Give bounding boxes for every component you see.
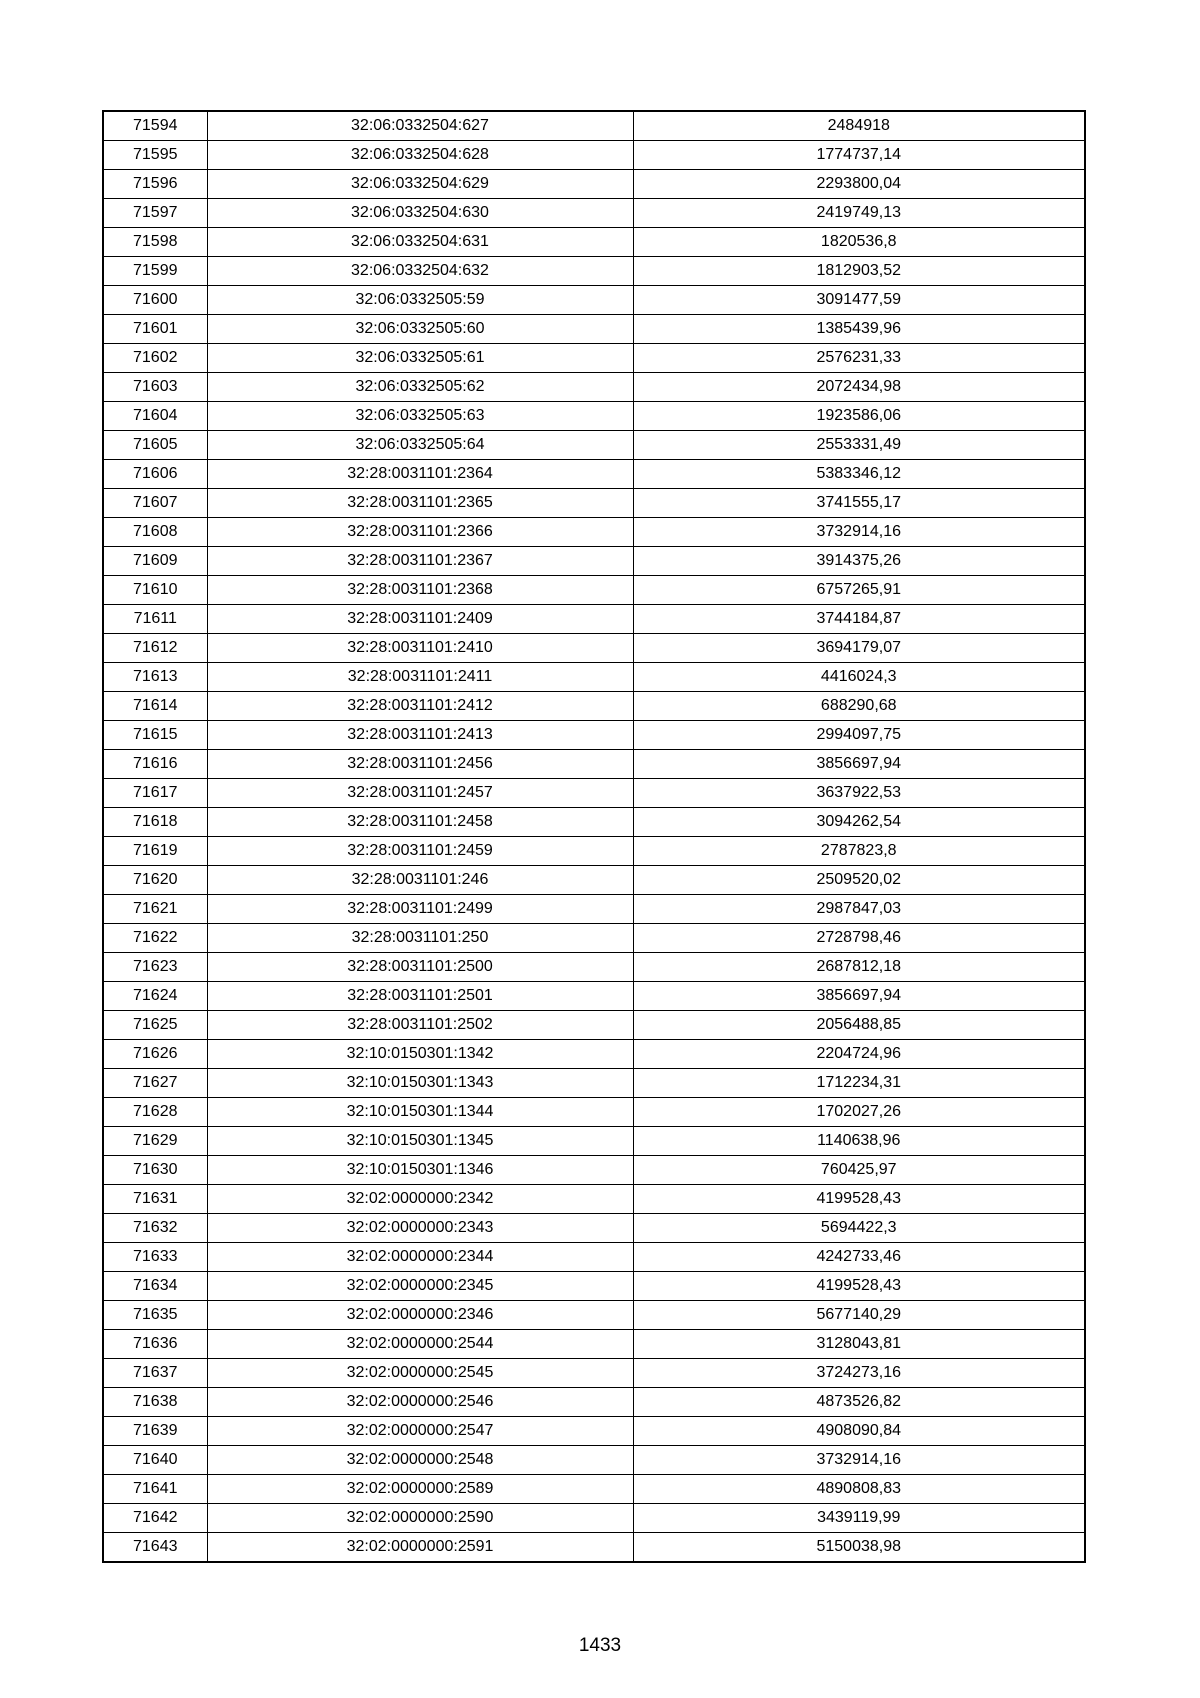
table-row bbox=[103, 344, 1085, 373]
table-row bbox=[103, 315, 1085, 344]
row-number-cell: 71628 bbox=[103, 1098, 207, 1127]
cadastral-number-cell: 32:06:0332505:63 bbox=[207, 402, 633, 431]
table-row bbox=[103, 605, 1085, 634]
cadastral-value-cell: 1820536,8 bbox=[633, 228, 1085, 257]
row-number-cell: 71618 bbox=[103, 808, 207, 837]
cadastral-number-cell: 32:06:0332505:60 bbox=[207, 315, 633, 344]
cadastral-value-cell: 2553331,49 bbox=[633, 431, 1085, 460]
cadastral-number-cell: 32:02:0000000:2589 bbox=[207, 1475, 633, 1504]
cadastral-number-cell: 32:02:0000000:2544 bbox=[207, 1330, 633, 1359]
table-row bbox=[103, 924, 1085, 953]
cadastral-value-cell: 3732914,16 bbox=[633, 1446, 1085, 1475]
cadastral-value-cell: 1812903,52 bbox=[633, 257, 1085, 286]
cadastral-number-cell: 32:28:0031101:2409 bbox=[207, 605, 633, 634]
row-number-cell: 71604 bbox=[103, 402, 207, 431]
row-number-cell: 71619 bbox=[103, 837, 207, 866]
row-number-cell: 71635 bbox=[103, 1301, 207, 1330]
cadastral-value-cell: 2484918 bbox=[633, 111, 1085, 141]
table-row bbox=[103, 1214, 1085, 1243]
cadastral-value-cell: 3914375,26 bbox=[633, 547, 1085, 576]
table-row bbox=[103, 1417, 1085, 1446]
row-number-cell: 71613 bbox=[103, 663, 207, 692]
table-row bbox=[103, 1475, 1085, 1504]
cadastral-number-cell: 32:02:0000000:2346 bbox=[207, 1301, 633, 1330]
table-row bbox=[103, 779, 1085, 808]
table-row bbox=[103, 141, 1085, 170]
cadastral-number-cell: 32:28:0031101:2412 bbox=[207, 692, 633, 721]
row-number-cell: 71595 bbox=[103, 141, 207, 170]
cadastral-value-cell: 2787823,8 bbox=[633, 837, 1085, 866]
table-row bbox=[103, 634, 1085, 663]
row-number-cell: 71634 bbox=[103, 1272, 207, 1301]
table-row bbox=[103, 257, 1085, 286]
table-row bbox=[103, 1040, 1085, 1069]
cadastral-number-cell: 32:10:0150301:1344 bbox=[207, 1098, 633, 1127]
table-row bbox=[103, 518, 1085, 547]
table-row bbox=[103, 1359, 1085, 1388]
row-number-cell: 71608 bbox=[103, 518, 207, 547]
cadastral-number-cell: 32:28:0031101:2499 bbox=[207, 895, 633, 924]
cadastral-number-cell: 32:02:0000000:2545 bbox=[207, 1359, 633, 1388]
row-number-cell: 71596 bbox=[103, 170, 207, 199]
table-row bbox=[103, 1069, 1085, 1098]
cadastral-value-cell: 3439119,99 bbox=[633, 1504, 1085, 1533]
cadastral-value-cell: 5150038,98 bbox=[633, 1533, 1085, 1563]
row-number-cell: 71639 bbox=[103, 1417, 207, 1446]
cadastral-number-cell: 32:02:0000000:2590 bbox=[207, 1504, 633, 1533]
table-row bbox=[103, 721, 1085, 750]
cadastral-value-cell: 3732914,16 bbox=[633, 518, 1085, 547]
cadastral-number-cell: 32:06:0332504:632 bbox=[207, 257, 633, 286]
cadastral-number-cell: 32:02:0000000:2548 bbox=[207, 1446, 633, 1475]
table-row bbox=[103, 1330, 1085, 1359]
cadastral-number-cell: 32:06:0332504:631 bbox=[207, 228, 633, 257]
table-row bbox=[103, 1533, 1085, 1563]
table-row bbox=[103, 663, 1085, 692]
table-row bbox=[103, 1446, 1085, 1475]
table-row bbox=[103, 808, 1085, 837]
row-number-cell: 71638 bbox=[103, 1388, 207, 1417]
table-row bbox=[103, 1156, 1085, 1185]
cadastral-value-cell: 3637922,53 bbox=[633, 779, 1085, 808]
table-row bbox=[103, 982, 1085, 1011]
table-row bbox=[103, 1011, 1085, 1040]
cadastral-value-cell: 4890808,83 bbox=[633, 1475, 1085, 1504]
cadastral-number-cell: 32:06:0332504:630 bbox=[207, 199, 633, 228]
cadastral-number-cell: 32:28:0031101:2411 bbox=[207, 663, 633, 692]
cadastral-number-cell: 32:28:0031101:2459 bbox=[207, 837, 633, 866]
cadastral-value-cell: 6757265,91 bbox=[633, 576, 1085, 605]
row-number-cell: 71614 bbox=[103, 692, 207, 721]
cadastral-number-cell: 32:06:0332505:64 bbox=[207, 431, 633, 460]
cadastral-number-cell: 32:02:0000000:2343 bbox=[207, 1214, 633, 1243]
row-number-cell: 71594 bbox=[103, 111, 207, 141]
cadastral-value-cell: 2204724,96 bbox=[633, 1040, 1085, 1069]
row-number-cell: 71637 bbox=[103, 1359, 207, 1388]
cadastral-number-cell: 32:28:0031101:2501 bbox=[207, 982, 633, 1011]
row-number-cell: 71636 bbox=[103, 1330, 207, 1359]
row-number-cell: 71642 bbox=[103, 1504, 207, 1533]
cadastral-value-cell: 3744184,87 bbox=[633, 605, 1085, 634]
cadastral-value-cell: 2072434,98 bbox=[633, 373, 1085, 402]
table-row bbox=[103, 895, 1085, 924]
cadastral-number-cell: 32:06:0332504:629 bbox=[207, 170, 633, 199]
cadastral-value-cell: 4242733,46 bbox=[633, 1243, 1085, 1272]
cadastral-value-cell: 2576231,33 bbox=[633, 344, 1085, 373]
row-number-cell: 71612 bbox=[103, 634, 207, 663]
cadastral-number-cell: 32:10:0150301:1343 bbox=[207, 1069, 633, 1098]
table-row bbox=[103, 489, 1085, 518]
cadastral-value-cell: 3128043,81 bbox=[633, 1330, 1085, 1359]
row-number-cell: 71626 bbox=[103, 1040, 207, 1069]
cadastral-number-cell: 32:10:0150301:1342 bbox=[207, 1040, 633, 1069]
cadastral-value-cell: 1774737,14 bbox=[633, 141, 1085, 170]
table-row bbox=[103, 1504, 1085, 1533]
row-number-cell: 71605 bbox=[103, 431, 207, 460]
cadastral-value-cell: 2419749,13 bbox=[633, 199, 1085, 228]
cadastral-value-cell: 5694422,3 bbox=[633, 1214, 1085, 1243]
cadastral-number-cell: 32:02:0000000:2546 bbox=[207, 1388, 633, 1417]
cadastral-value-cell: 2728798,46 bbox=[633, 924, 1085, 953]
table-row bbox=[103, 1301, 1085, 1330]
cadastral-number-cell: 32:28:0031101:2365 bbox=[207, 489, 633, 518]
table-row bbox=[103, 750, 1085, 779]
cadastral-value-cell: 3091477,59 bbox=[633, 286, 1085, 315]
cadastral-value-cell: 1385439,96 bbox=[633, 315, 1085, 344]
row-number-cell: 71611 bbox=[103, 605, 207, 634]
row-number-cell: 71610 bbox=[103, 576, 207, 605]
row-number-cell: 71640 bbox=[103, 1446, 207, 1475]
row-number-cell: 71602 bbox=[103, 344, 207, 373]
cadastral-number-cell: 32:28:0031101:2502 bbox=[207, 1011, 633, 1040]
row-number-cell: 71643 bbox=[103, 1533, 207, 1563]
cadastral-number-cell: 32:06:0332505:61 bbox=[207, 344, 633, 373]
table-body bbox=[103, 111, 1085, 1562]
table-row bbox=[103, 547, 1085, 576]
table-row bbox=[103, 866, 1085, 895]
cadastral-value-cell: 3856697,94 bbox=[633, 750, 1085, 779]
cadastral-value-cell: 4199528,43 bbox=[633, 1272, 1085, 1301]
cadastral-number-cell: 32:02:0000000:2344 bbox=[207, 1243, 633, 1272]
cadastral-number-cell: 32:28:0031101:2366 bbox=[207, 518, 633, 547]
row-number-cell: 71615 bbox=[103, 721, 207, 750]
cadastral-number-cell: 32:28:0031101:2457 bbox=[207, 779, 633, 808]
row-number-cell: 71620 bbox=[103, 866, 207, 895]
cadastral-number-cell: 32:28:0031101:2413 bbox=[207, 721, 633, 750]
cadastral-number-cell: 32:28:0031101:2367 bbox=[207, 547, 633, 576]
row-number-cell: 71632 bbox=[103, 1214, 207, 1243]
table-row bbox=[103, 111, 1085, 141]
cadastral-number-cell: 32:06:0332505:59 bbox=[207, 286, 633, 315]
cadastral-value-cell: 4416024,3 bbox=[633, 663, 1085, 692]
table-row bbox=[103, 431, 1085, 460]
table-row bbox=[103, 170, 1085, 199]
cadastral-number-cell: 32:02:0000000:2342 bbox=[207, 1185, 633, 1214]
cadastral-number-cell: 32:28:0031101:2410 bbox=[207, 634, 633, 663]
row-number-cell: 71622 bbox=[103, 924, 207, 953]
cadastral-number-cell: 32:10:0150301:1345 bbox=[207, 1127, 633, 1156]
table-row bbox=[103, 1185, 1085, 1214]
row-number-cell: 71607 bbox=[103, 489, 207, 518]
table-row bbox=[103, 1127, 1085, 1156]
cadastral-value-cell: 2293800,04 bbox=[633, 170, 1085, 199]
row-number-cell: 71603 bbox=[103, 373, 207, 402]
table-row bbox=[103, 837, 1085, 866]
table-row bbox=[103, 402, 1085, 431]
cadastral-value-cell: 1140638,96 bbox=[633, 1127, 1085, 1156]
cadastral-number-cell: 32:28:0031101:2458 bbox=[207, 808, 633, 837]
row-number-cell: 71609 bbox=[103, 547, 207, 576]
table-row bbox=[103, 692, 1085, 721]
row-number-cell: 71598 bbox=[103, 228, 207, 257]
cadastral-value-cell: 2509520,02 bbox=[633, 866, 1085, 895]
row-number-cell: 71627 bbox=[103, 1069, 207, 1098]
cadastral-value-cell: 688290,68 bbox=[633, 692, 1085, 721]
row-number-cell: 71629 bbox=[103, 1127, 207, 1156]
cadastral-value-cell: 1923586,06 bbox=[633, 402, 1085, 431]
cadastral-value-cell: 760425,97 bbox=[633, 1156, 1085, 1185]
table-row bbox=[103, 228, 1085, 257]
cadastral-number-cell: 32:02:0000000:2547 bbox=[207, 1417, 633, 1446]
table-row bbox=[103, 576, 1085, 605]
cadastral-value-cell: 1702027,26 bbox=[633, 1098, 1085, 1127]
cadastral-value-table bbox=[102, 110, 1086, 1563]
row-number-cell: 71617 bbox=[103, 779, 207, 808]
cadastral-number-cell: 32:28:0031101:250 bbox=[207, 924, 633, 953]
row-number-cell: 71625 bbox=[103, 1011, 207, 1040]
cadastral-value-cell: 4873526,82 bbox=[633, 1388, 1085, 1417]
cadastral-number-cell: 32:28:0031101:2456 bbox=[207, 750, 633, 779]
cadastral-value-cell: 1712234,31 bbox=[633, 1069, 1085, 1098]
cadastral-number-cell: 32:02:0000000:2591 bbox=[207, 1533, 633, 1563]
row-number-cell: 71621 bbox=[103, 895, 207, 924]
page-number: 1433 bbox=[578, 1635, 622, 1656]
row-number-cell: 71616 bbox=[103, 750, 207, 779]
cadastral-value-cell: 3724273,16 bbox=[633, 1359, 1085, 1388]
table-row bbox=[103, 1098, 1085, 1127]
cadastral-value-cell: 3094262,54 bbox=[633, 808, 1085, 837]
table-row bbox=[103, 953, 1085, 982]
cadastral-value-cell: 3741555,17 bbox=[633, 489, 1085, 518]
cadastral-number-cell: 32:06:0332504:628 bbox=[207, 141, 633, 170]
cadastral-value-cell: 4908090,84 bbox=[633, 1417, 1085, 1446]
cadastral-value-cell: 3694179,07 bbox=[633, 634, 1085, 663]
table-row bbox=[103, 286, 1085, 315]
cadastral-number-cell: 32:28:0031101:246 bbox=[207, 866, 633, 895]
table-row bbox=[103, 1272, 1085, 1301]
row-number-cell: 71630 bbox=[103, 1156, 207, 1185]
cadastral-number-cell: 32:28:0031101:2368 bbox=[207, 576, 633, 605]
row-number-cell: 71600 bbox=[103, 286, 207, 315]
table-row bbox=[103, 1388, 1085, 1417]
cadastral-value-cell: 3856697,94 bbox=[633, 982, 1085, 1011]
row-number-cell: 71606 bbox=[103, 460, 207, 489]
cadastral-number-cell: 32:06:0332505:62 bbox=[207, 373, 633, 402]
row-number-cell: 71631 bbox=[103, 1185, 207, 1214]
cadastral-value-cell: 2687812,18 bbox=[633, 953, 1085, 982]
cadastral-number-cell: 32:02:0000000:2345 bbox=[207, 1272, 633, 1301]
cadastral-number-cell: 32:06:0332504:627 bbox=[207, 111, 633, 141]
row-number-cell: 71623 bbox=[103, 953, 207, 982]
table-row bbox=[103, 1243, 1085, 1272]
cadastral-value-cell: 2987847,03 bbox=[633, 895, 1085, 924]
cadastral-value-cell: 4199528,43 bbox=[633, 1185, 1085, 1214]
row-number-cell: 71641 bbox=[103, 1475, 207, 1504]
cadastral-number-cell: 32:28:0031101:2500 bbox=[207, 953, 633, 982]
cadastral-value-cell: 5383346,12 bbox=[633, 460, 1085, 489]
row-number-cell: 71597 bbox=[103, 199, 207, 228]
cadastral-value-cell: 5677140,29 bbox=[633, 1301, 1085, 1330]
row-number-cell: 71599 bbox=[103, 257, 207, 286]
cadastral-value-cell: 2056488,85 bbox=[633, 1011, 1085, 1040]
table-row bbox=[103, 199, 1085, 228]
table-row bbox=[103, 373, 1085, 402]
row-number-cell: 71601 bbox=[103, 315, 207, 344]
table-row bbox=[103, 460, 1085, 489]
cadastral-value-cell: 2994097,75 bbox=[633, 721, 1085, 750]
cadastral-number-cell: 32:10:0150301:1346 bbox=[207, 1156, 633, 1185]
row-number-cell: 71624 bbox=[103, 982, 207, 1011]
row-number-cell: 71633 bbox=[103, 1243, 207, 1272]
cadastral-number-cell: 32:28:0031101:2364 bbox=[207, 460, 633, 489]
